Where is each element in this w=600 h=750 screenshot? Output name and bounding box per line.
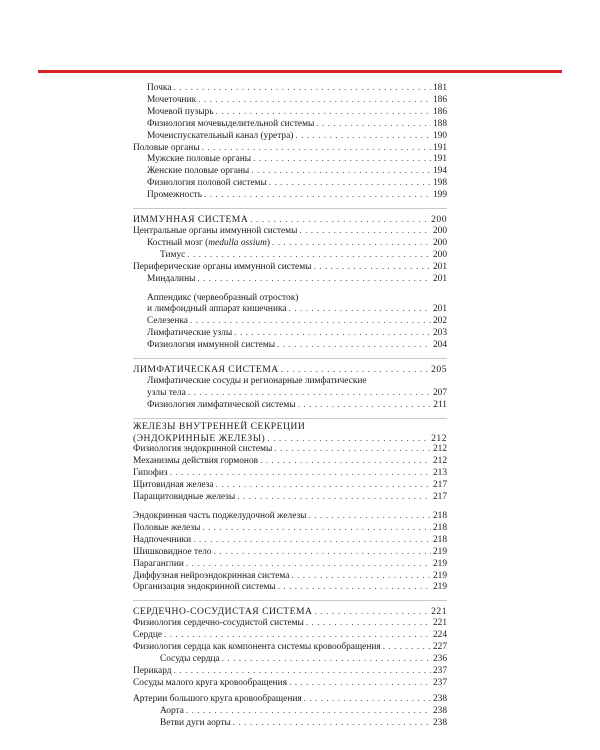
toc-entry[interactable]: Физиология сердца как компонента системы кровообращения . . . 227 [133, 642, 447, 654]
toc-entry-thymus[interactable]: Тимус . . . 200 [133, 250, 447, 262]
toc-entry[interactable]: Промежность . . . 199 [133, 190, 447, 202]
toc-entry[interactable]: Физиология эндокринной системы . . . 212 [133, 444, 447, 456]
toc-entry[interactable]: Почка . . . 181 [133, 83, 447, 95]
toc-entry-tonsils[interactable]: Миндалины . . . 201 [133, 274, 447, 286]
toc-entry[interactable]: Паращитовидные железы . . . 217 [133, 492, 447, 504]
toc-entry[interactable]: Организация эндокринной системы . . . 219 [133, 582, 447, 594]
toc-entry-aortic-arch-branches[interactable]: Ветви дуги аорты . . . 238 [133, 718, 447, 730]
toc-entry[interactable]: Сосуды малого круга кровообращения . . . 237 [133, 678, 447, 690]
toc-entry[interactable]: Лимфатические узлы . . . 203 [133, 328, 447, 340]
toc-entry[interactable]: Щитовидная железа . . . 217 [133, 480, 447, 492]
section-divider [133, 358, 447, 361]
toc-entry-peripheral-immune[interactable]: Периферические органы иммунной системы . . . 201 [133, 262, 447, 274]
toc-entry[interactable]: Механизмы действия гормонов . . . 212 [133, 456, 447, 468]
toc-entry-aorta[interactable]: Аорта . . . 238 [133, 706, 447, 718]
toc-entry[interactable]: Физиология иммунной системы . . . 204 [133, 340, 447, 352]
toc-entry[interactable]: Физиология мочевыделительной системы . . . 188 [133, 119, 447, 131]
toc-entry[interactable]: Диффузная нейроэндокринная система . . . 219 [133, 571, 447, 583]
toc-entry[interactable]: Эндокринная часть поджелудочной железы . . . 218 [133, 511, 447, 523]
section-divider [133, 208, 447, 211]
toc-entry[interactable]: Надпочечники . . . 218 [133, 535, 447, 547]
toc-entry-central-immune[interactable]: Центральные органы иммунной системы . . . 200 [133, 226, 447, 238]
toc-entry[interactable]: Физиология сердечно-сосудистой системы . . . 221 [133, 618, 447, 630]
section-endocrine[interactable]: (ЭНДОКРИННЫЕ ЖЕЛЕЗЫ) . . . 212 [133, 433, 447, 445]
toc-entry-appendix-line1: Аппендикс (червеобразный отросток) [147, 292, 299, 303]
toc-entry[interactable]: Перикард . . . 237 [133, 666, 447, 678]
section-lymphatic-system[interactable]: ЛИМФАТИЧЕСКАЯ СИСТЕМА . . . 205 [133, 364, 447, 376]
toc-entry[interactable]: Мочеиспускательный канал (уретра) . . . 190 [133, 131, 447, 143]
toc-entry-bone-marrow[interactable]: Костный мозг (medulla ossium) . . . 200 [133, 238, 447, 250]
toc-entry[interactable]: Гипофиз . . . 213 [133, 468, 447, 480]
table-of-contents [133, 83, 447, 729]
section-endocrine-title-line1: ЖЕЛЕЗЫ ВНУТРЕННЕЙ СЕКРЕЦИИ [133, 420, 306, 432]
toc-entry[interactable]: Физиология половой системы . . . 198 [133, 178, 447, 190]
toc-entry-lymph-vessels[interactable]: узлы тела . . . 207 [133, 388, 447, 400]
toc-entry-appendix[interactable]: и лимфоидный аппарат кишечника . . . 201 [133, 304, 447, 316]
toc-entry-genital-organs[interactable]: Половые органы . . . 191 [133, 143, 447, 155]
section-immune-system[interactable]: ИММУННАЯ СИСТЕМА . . . 200 [133, 214, 447, 226]
toc-entry[interactable]: Селезенка . . . 202 [133, 316, 447, 328]
toc-entry[interactable]: Мочеточник . . . 186 [133, 95, 447, 107]
toc-entry[interactable]: Половые железы . . . 218 [133, 523, 447, 535]
section-divider [133, 600, 447, 603]
toc-entry[interactable]: Сердце . . . 224 [133, 630, 447, 642]
toc-entry[interactable]: Мужские половые органы . . . 191 [133, 154, 447, 166]
toc-entry-lymph-vessels-line1: Лимфатические сосуды и регионарные лимфатические [147, 375, 367, 386]
toc-entry-coronary-vessels[interactable]: Сосуды сердца . . . 236 [133, 654, 447, 666]
toc-entry-systemic-arteries[interactable]: Артерии большого круга кровообращения . . . 238 [133, 694, 447, 706]
top-red-rule [38, 70, 562, 73]
toc-entry[interactable]: Параганглии . . . 219 [133, 559, 447, 571]
toc-entry-lymph-physiology[interactable]: Физиология лимфатической системы . . . 211 [133, 400, 447, 412]
toc-entry[interactable]: Мочевой пузырь . . . 186 [133, 107, 447, 119]
section-cardiovascular-system[interactable]: СЕРДЕЧНО-СОСУДИСТАЯ СИСТЕМА . . . 221 [133, 606, 447, 618]
toc-entry[interactable]: Шишковидное тело . . . 219 [133, 547, 447, 559]
toc-entry[interactable]: Женские половые органы . . . 194 [133, 166, 447, 178]
